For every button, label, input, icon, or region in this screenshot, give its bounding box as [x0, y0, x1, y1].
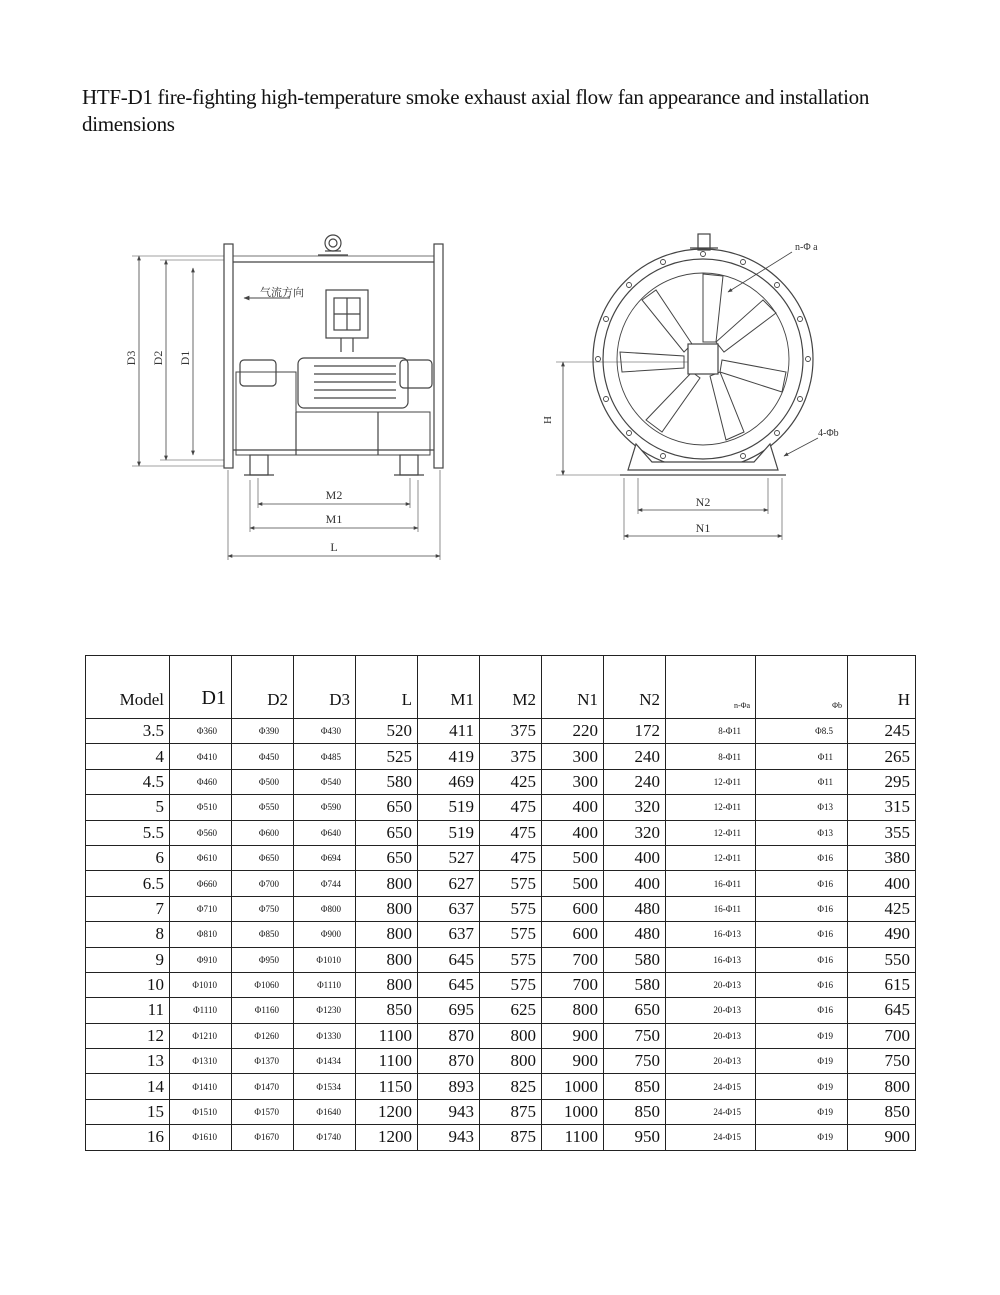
cell-d3: Φ540: [294, 769, 356, 794]
cell-h: 380: [848, 845, 916, 870]
cell-n2: 950: [604, 1125, 666, 1150]
cell-d1: Φ660: [170, 871, 232, 896]
cell-phi-b: Φ19: [756, 1074, 848, 1099]
cell-d3: Φ1434: [294, 1049, 356, 1074]
cell-d2: Φ1160: [232, 998, 294, 1023]
header-l: L: [356, 656, 418, 719]
table-row: [86, 719, 916, 744]
cell-d1: Φ910: [170, 947, 232, 972]
cell-n2: 480: [604, 922, 666, 947]
cell-n-phi-a: 12-Φ11: [666, 820, 756, 845]
cell-l: 1150: [356, 1074, 418, 1099]
cell-d3: Φ1330: [294, 1023, 356, 1048]
cell-d2: Φ600: [232, 820, 294, 845]
dimensions-table: [85, 655, 916, 1151]
cell-n2: 400: [604, 845, 666, 870]
cell-n2: 320: [604, 795, 666, 820]
cell-h: 615: [848, 972, 916, 997]
cell-d1: Φ1010: [170, 972, 232, 997]
cell-n1: 600: [542, 896, 604, 921]
label-m2: M2: [325, 488, 343, 502]
cell-m1: 469: [418, 769, 480, 794]
technical-drawing: [0, 0, 1000, 640]
cell-d1: Φ560: [170, 820, 232, 845]
cell-m2: 475: [480, 795, 542, 820]
cell-m1: 943: [418, 1099, 480, 1124]
table-row: [86, 922, 916, 947]
cell-h: 315: [848, 795, 916, 820]
cell-model: 4.5: [86, 769, 170, 794]
cell-h: 425: [848, 896, 916, 921]
cell-d1: Φ360: [170, 719, 232, 744]
cell-n-phi-a: 16-Φ11: [666, 896, 756, 921]
cell-n-phi-a: 20-Φ13: [666, 998, 756, 1023]
cell-l: 800: [356, 922, 418, 947]
label-h: H: [542, 416, 554, 424]
cell-n-phi-a: 24-Φ15: [666, 1125, 756, 1150]
cell-n-phi-a: 20-Φ13: [666, 1023, 756, 1048]
cell-n1: 220: [542, 719, 604, 744]
cell-m1: 870: [418, 1023, 480, 1048]
cell-model: 5: [86, 795, 170, 820]
cell-l: 1200: [356, 1099, 418, 1124]
cell-d2: Φ1570: [232, 1099, 294, 1124]
cell-m1: 695: [418, 998, 480, 1023]
cell-n-phi-a: 12-Φ11: [666, 845, 756, 870]
cell-l: 1100: [356, 1023, 418, 1048]
cell-m2: 575: [480, 972, 542, 997]
cell-phi-b: Φ16: [756, 871, 848, 896]
table-row: [86, 972, 916, 997]
cell-d3: Φ1010: [294, 947, 356, 972]
cell-m2: 575: [480, 922, 542, 947]
cell-phi-b: Φ13: [756, 795, 848, 820]
cell-n1: 400: [542, 795, 604, 820]
cell-d1: Φ1610: [170, 1125, 232, 1150]
header-phi-b: Φb: [756, 656, 848, 719]
table-row: [86, 1125, 916, 1150]
cell-n-phi-a: 20-Φ13: [666, 972, 756, 997]
cell-model: 6.5: [86, 871, 170, 896]
cell-d3: Φ1110: [294, 972, 356, 997]
cell-d1: Φ710: [170, 896, 232, 921]
cell-model: 10: [86, 972, 170, 997]
cell-n2: 320: [604, 820, 666, 845]
cell-m1: 411: [418, 719, 480, 744]
cell-phi-b: Φ16: [756, 998, 848, 1023]
front-view: [556, 234, 818, 540]
cell-h: 355: [848, 820, 916, 845]
cell-d3: Φ1534: [294, 1074, 356, 1099]
cell-n-phi-a: 24-Φ15: [666, 1074, 756, 1099]
cell-phi-b: Φ11: [756, 744, 848, 769]
cell-n1: 400: [542, 820, 604, 845]
cell-d2: Φ450: [232, 744, 294, 769]
cell-d2: Φ1260: [232, 1023, 294, 1048]
cell-model: 5.5: [86, 820, 170, 845]
table-row: [86, 947, 916, 972]
cell-m1: 627: [418, 871, 480, 896]
cell-d3: Φ800: [294, 896, 356, 921]
cell-d2: Φ700: [232, 871, 294, 896]
cell-n1: 600: [542, 922, 604, 947]
label-n2: N2: [695, 495, 711, 509]
header-d3: D3: [294, 656, 356, 719]
cell-model: 6: [86, 845, 170, 870]
cell-m2: 375: [480, 744, 542, 769]
cell-phi-b: Φ19: [756, 1099, 848, 1124]
cell-n-phi-a: 16-Φ11: [666, 871, 756, 896]
cell-n-phi-a: 12-Φ11: [666, 795, 756, 820]
cell-h: 900: [848, 1125, 916, 1150]
header-d2: D2: [232, 656, 294, 719]
label-n-phi-a: n-Φ a: [795, 242, 818, 253]
header-h: H: [848, 656, 916, 719]
cell-phi-b: Φ19: [756, 1049, 848, 1074]
cell-l: 1100: [356, 1049, 418, 1074]
cell-d1: Φ1210: [170, 1023, 232, 1048]
cell-n2: 400: [604, 871, 666, 896]
cell-model: 8: [86, 922, 170, 947]
cell-n2: 850: [604, 1099, 666, 1124]
cell-d3: Φ744: [294, 871, 356, 896]
label-d1: D1: [178, 350, 192, 366]
table-row: [86, 871, 916, 896]
cell-d1: Φ1410: [170, 1074, 232, 1099]
cell-h: 750: [848, 1049, 916, 1074]
cell-d1: Φ1110: [170, 998, 232, 1023]
cell-l: 800: [356, 947, 418, 972]
cell-n1: 900: [542, 1023, 604, 1048]
table-row: [86, 998, 916, 1023]
cell-n2: 750: [604, 1023, 666, 1048]
cell-d3: Φ1740: [294, 1125, 356, 1150]
cell-l: 850: [356, 998, 418, 1023]
cell-d1: Φ510: [170, 795, 232, 820]
cell-d3: Φ640: [294, 820, 356, 845]
cell-l: 520: [356, 719, 418, 744]
cell-m2: 875: [480, 1099, 542, 1124]
header-n2: N2: [604, 656, 666, 719]
cell-m1: 943: [418, 1125, 480, 1150]
cell-d2: Φ850: [232, 922, 294, 947]
table-row: [86, 1023, 916, 1048]
cell-n1: 1000: [542, 1099, 604, 1124]
cell-m1: 637: [418, 922, 480, 947]
cell-model: 16: [86, 1125, 170, 1150]
cell-h: 265: [848, 744, 916, 769]
table-header-row: [86, 656, 916, 719]
cell-n-phi-a: 8-Φ11: [666, 744, 756, 769]
cell-phi-b: Φ16: [756, 947, 848, 972]
cell-d1: Φ460: [170, 769, 232, 794]
cell-m2: 575: [480, 871, 542, 896]
cell-n-phi-a: 24-Φ15: [666, 1099, 756, 1124]
table-row: [86, 820, 916, 845]
cell-l: 525: [356, 744, 418, 769]
cell-d2: Φ950: [232, 947, 294, 972]
cell-n2: 750: [604, 1049, 666, 1074]
cell-n1: 300: [542, 744, 604, 769]
cell-n2: 580: [604, 947, 666, 972]
cell-n2: 650: [604, 998, 666, 1023]
cell-d2: Φ1470: [232, 1074, 294, 1099]
cell-h: 400: [848, 871, 916, 896]
cell-d2: Φ390: [232, 719, 294, 744]
cell-m1: 527: [418, 845, 480, 870]
cell-m2: 800: [480, 1049, 542, 1074]
table-row: [86, 744, 916, 769]
cell-h: 645: [848, 998, 916, 1023]
cell-n2: 480: [604, 896, 666, 921]
cell-d3: Φ1640: [294, 1099, 356, 1124]
cell-l: 650: [356, 820, 418, 845]
cell-phi-b: Φ8.5: [756, 719, 848, 744]
cell-m1: 519: [418, 795, 480, 820]
cell-n1: 1100: [542, 1125, 604, 1150]
cell-n1: 900: [542, 1049, 604, 1074]
cell-n2: 850: [604, 1074, 666, 1099]
cell-n-phi-a: 16-Φ13: [666, 947, 756, 972]
label-d3: D3: [124, 350, 138, 366]
cell-d1: Φ610: [170, 845, 232, 870]
cell-m2: 475: [480, 820, 542, 845]
cell-h: 550: [848, 947, 916, 972]
cell-m2: 625: [480, 998, 542, 1023]
cell-model: 14: [86, 1074, 170, 1099]
table-body: [86, 719, 916, 1151]
cell-d3: Φ430: [294, 719, 356, 744]
cell-m2: 800: [480, 1023, 542, 1048]
table-row: [86, 769, 916, 794]
cell-phi-b: Φ19: [756, 1023, 848, 1048]
cell-l: 580: [356, 769, 418, 794]
cell-l: 1200: [356, 1125, 418, 1150]
cell-n2: 580: [604, 972, 666, 997]
cell-n2: 240: [604, 744, 666, 769]
cell-m2: 825: [480, 1074, 542, 1099]
cell-model: 9: [86, 947, 170, 972]
cell-n1: 500: [542, 845, 604, 870]
cell-d2: Φ550: [232, 795, 294, 820]
cell-d1: Φ410: [170, 744, 232, 769]
side-view: [132, 235, 443, 560]
header-n-phi-a: n-Φa: [666, 656, 756, 719]
cell-n1: 1000: [542, 1074, 604, 1099]
cell-m1: 519: [418, 820, 480, 845]
table-row: [86, 896, 916, 921]
label-airflow-direction: 气流方向: [260, 287, 304, 299]
label-d2: D2: [151, 350, 165, 366]
cell-m1: 645: [418, 972, 480, 997]
table-row: [86, 1099, 916, 1124]
cell-n-phi-a: 16-Φ13: [666, 922, 756, 947]
cell-d2: Φ1670: [232, 1125, 294, 1150]
cell-n2: 172: [604, 719, 666, 744]
cell-m1: 645: [418, 947, 480, 972]
cell-d2: Φ1370: [232, 1049, 294, 1074]
cell-h: 800: [848, 1074, 916, 1099]
cell-phi-b: Φ16: [756, 972, 848, 997]
cell-model: 4: [86, 744, 170, 769]
cell-m2: 575: [480, 947, 542, 972]
cell-m1: 419: [418, 744, 480, 769]
table-row: [86, 1049, 916, 1074]
cell-phi-b: Φ11: [756, 769, 848, 794]
cell-m1: 637: [418, 896, 480, 921]
cell-model: 12: [86, 1023, 170, 1048]
cell-n-phi-a: 12-Φ11: [666, 769, 756, 794]
cell-d1: Φ1310: [170, 1049, 232, 1074]
cell-h: 245: [848, 719, 916, 744]
cell-model: 3.5: [86, 719, 170, 744]
cell-m1: 893: [418, 1074, 480, 1099]
label-n1: N1: [695, 521, 711, 535]
header-d1: D1: [170, 656, 232, 719]
cell-l: 650: [356, 795, 418, 820]
label-4-phi-b: 4-Φb: [818, 428, 839, 439]
cell-m1: 870: [418, 1049, 480, 1074]
cell-h: 850: [848, 1099, 916, 1124]
cell-n1: 300: [542, 769, 604, 794]
cell-d2: Φ650: [232, 845, 294, 870]
cell-h: 700: [848, 1023, 916, 1048]
table-row: [86, 1074, 916, 1099]
cell-n1: 700: [542, 972, 604, 997]
cell-n1: 800: [542, 998, 604, 1023]
cell-d2: Φ1060: [232, 972, 294, 997]
page-title: HTF-D1 fire-fighting high-temperature smoke exhaust axial flow fan appearance and installation dimensions: [82, 85, 870, 136]
cell-phi-b: Φ19: [756, 1125, 848, 1150]
cell-l: 800: [356, 896, 418, 921]
cell-model: 11: [86, 998, 170, 1023]
header-n1: N1: [542, 656, 604, 719]
cell-d2: Φ500: [232, 769, 294, 794]
cell-phi-b: Φ13: [756, 820, 848, 845]
header-model: Model: [86, 656, 170, 719]
cell-d1: Φ810: [170, 922, 232, 947]
cell-l: 650: [356, 845, 418, 870]
cell-model: 13: [86, 1049, 170, 1074]
cell-model: 15: [86, 1099, 170, 1124]
cell-d2: Φ750: [232, 896, 294, 921]
cell-l: 800: [356, 871, 418, 896]
header-m2: M2: [480, 656, 542, 719]
cell-d3: Φ590: [294, 795, 356, 820]
cell-m2: 375: [480, 719, 542, 744]
cell-n-phi-a: 8-Φ11: [666, 719, 756, 744]
table-row: [86, 845, 916, 870]
cell-d3: Φ694: [294, 845, 356, 870]
table-row: [86, 795, 916, 820]
cell-n1: 700: [542, 947, 604, 972]
cell-h: 490: [848, 922, 916, 947]
cell-n-phi-a: 20-Φ13: [666, 1049, 756, 1074]
cell-m2: 425: [480, 769, 542, 794]
cell-h: 295: [848, 769, 916, 794]
cell-m2: 875: [480, 1125, 542, 1150]
header-m1: M1: [418, 656, 480, 719]
cell-d3: Φ485: [294, 744, 356, 769]
cell-d1: Φ1510: [170, 1099, 232, 1124]
cell-model: 7: [86, 896, 170, 921]
cell-phi-b: Φ16: [756, 922, 848, 947]
cell-n1: 500: [542, 871, 604, 896]
cell-n2: 240: [604, 769, 666, 794]
cell-phi-b: Φ16: [756, 896, 848, 921]
label-l: L: [330, 540, 338, 554]
label-m1: M1: [325, 512, 343, 526]
cell-m2: 475: [480, 845, 542, 870]
cell-m2: 575: [480, 896, 542, 921]
cell-l: 800: [356, 972, 418, 997]
cell-d3: Φ1230: [294, 998, 356, 1023]
cell-d3: Φ900: [294, 922, 356, 947]
cell-phi-b: Φ16: [756, 845, 848, 870]
